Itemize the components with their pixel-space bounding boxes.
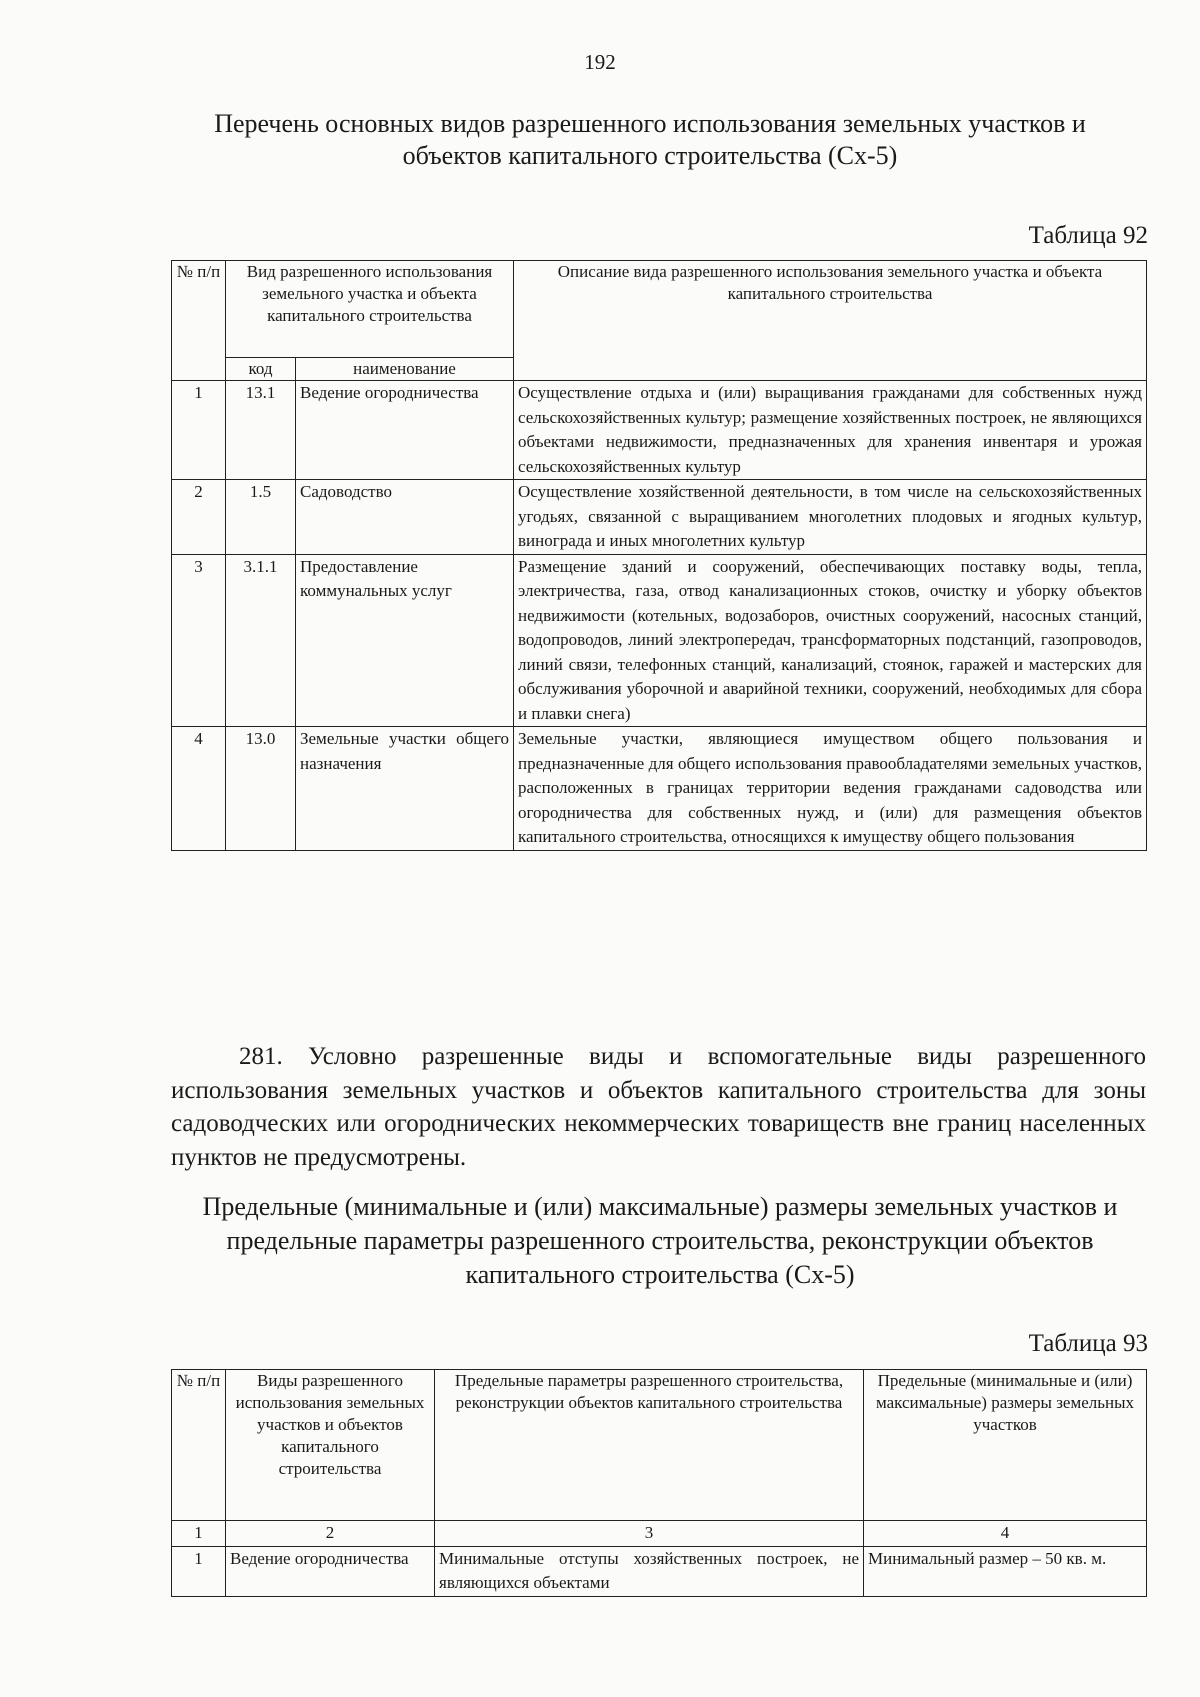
row-params: Минимальные отступы хозяйственных построек, не являющихся объектами [435, 1546, 864, 1596]
row-code: 1.5 [226, 480, 296, 555]
header-name: наименование [296, 358, 514, 381]
header-code: код [226, 358, 296, 381]
header-size: Предельные (минимальные и (или) максимальные) размеры земельных участков [864, 1370, 1147, 1521]
header-num: № п/п [172, 261, 226, 381]
row-name: Ведение огородничества [296, 381, 514, 480]
row-code: 13.0 [226, 727, 296, 851]
page-number: 192 [584, 50, 616, 74]
table-row [172, 1546, 1147, 1596]
row-code: 3.1.1 [226, 554, 296, 727]
header-num: № п/п [172, 1370, 226, 1521]
table-row [172, 480, 1147, 555]
header-kind: Вид разрешенного использования земельного участка и объекта капитального строительства [226, 261, 514, 358]
row-description: Земельные участки, являющиеся имуществом общего пользования и предназначенные для общего использования правообладателями земельных участков, расположенных в границах территории ведения гражданами садоводства или огородничества для собственных нужд, и (или) для размещения объектов капитального строительства, относящихся к имуществу общего пользования [514, 727, 1147, 851]
row-description: Осуществление хозяйственной деятельности, в том числе на сельскохозяйственных угодьях, связанной с выращиванием многолетних плодовых и ягодных культур, винограда и иных многолетних культур [514, 480, 1147, 555]
col-number: 4 [864, 1521, 1147, 1547]
header-kind: Виды разрешенного использования земельных участков и объектов капитального строительства [226, 1370, 435, 1521]
table93-caption: Таблица 93 [1028, 1330, 1148, 1357]
paragraph-text: 281. Условно разрешенные виды и вспомогательные виды разрешенного использования земельных участков и объектов капитального строительства для зоны садоводческих или огороднических некоммерческих товариществ вне границ населенных пунктов не предусмотрены. [171, 1043, 1146, 1171]
row-size: Минимальный размер – 50 кв. м. [864, 1546, 1147, 1596]
paragraph-281 [171, 1040, 1146, 1174]
row-num: 3 [172, 554, 226, 727]
table93-title: Предельные (минимальные и (или) максимальные) размеры земельных участков и предельные параметры разрешенного строительства, реконструкции объектов капитального строительства (Сх-5) [202, 1192, 1118, 1289]
table92-caption: Таблица 92 [1028, 222, 1148, 249]
row-code: 13.1 [226, 381, 296, 480]
row-kind: Ведение огородничества [226, 1546, 435, 1596]
column-numbers-row [172, 1521, 1147, 1547]
row-name: Предоставление коммунальных услуг [296, 554, 514, 727]
row-num: 1 [172, 381, 226, 480]
row-description: Размещение зданий и сооружений, обеспечивающих поставку воды, тепла, электричества, газа, отвод канализационных стоков, очистку и уборку объектов недвижимости (котельных, водозаборов, очистных сооружений, насосных станций, водопроводов, линий электропередач, трансформаторных подстанций, газопроводов, линий связи, телефонных станций, канализаций, стоянок, гаражей и мастерских для обслуживания уборочной и аварийной техники, сооружений, необходимых для сбора и плавки снега) [514, 554, 1147, 727]
row-num: 2 [172, 480, 226, 555]
col-number: 1 [172, 1521, 226, 1547]
row-description: Осуществление отдыха и (или) выращивания гражданами для собственных нужд сельскохозяйственных культур; размещение хозяйственных построек, не являющихся объектами недвижимости, предназначенных для хранения инвентаря и урожая сельскохозяйственных культур [514, 381, 1147, 480]
header-description: Описание вида разрешенного использования земельного участка и объекта капитального строительства [514, 261, 1147, 381]
table-row [172, 727, 1147, 851]
row-name: Садоводство [296, 480, 514, 555]
row-name: Земельные участки общего назначения [296, 727, 514, 851]
header-params: Предельные параметры разрешенного строительства, реконструкции объектов капитального строительства [435, 1370, 864, 1521]
table-93 [171, 1369, 1147, 1597]
table-92 [171, 260, 1147, 851]
table92-title: Перечень основных видов разрешенного использования земельных участков и объектов капитального строительства (Сх-5) [214, 109, 1086, 170]
col-number: 3 [435, 1521, 864, 1547]
col-number: 2 [226, 1521, 435, 1547]
row-num: 1 [172, 1546, 226, 1596]
table-row [172, 381, 1147, 480]
table-row [172, 554, 1147, 727]
row-num: 4 [172, 727, 226, 851]
